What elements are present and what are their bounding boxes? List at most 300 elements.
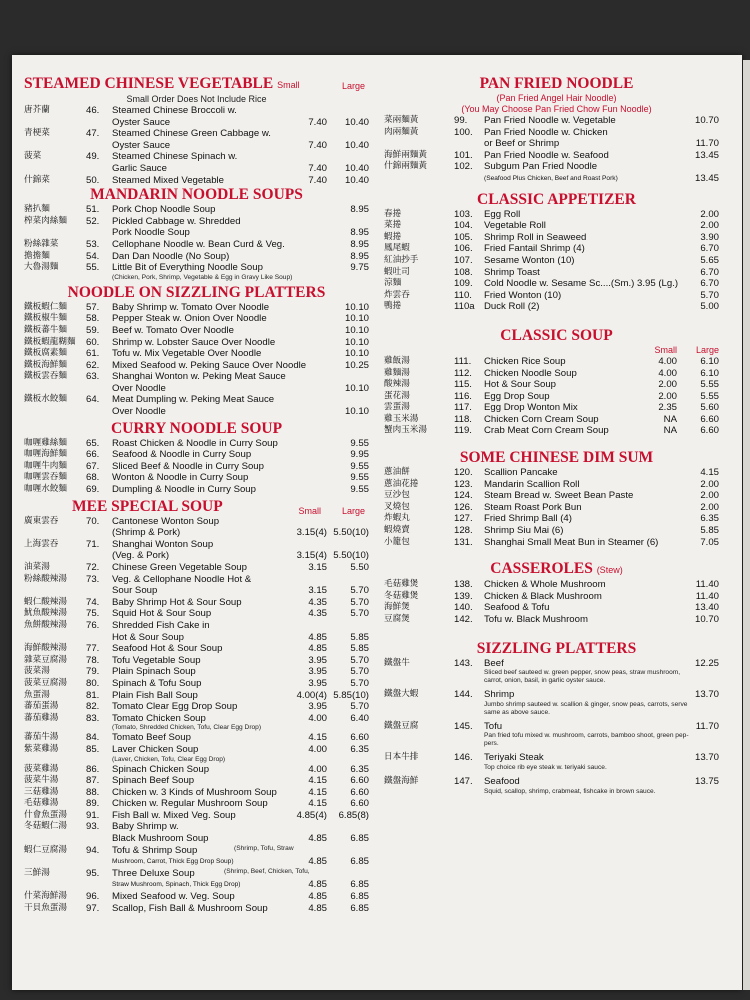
menu-item bbox=[24, 302, 369, 314]
section-sizzling-platters bbox=[384, 640, 729, 800]
item-price-large: 5.85(10) bbox=[333, 689, 369, 701]
item-name: Shredded Fish Cake in bbox=[112, 619, 210, 631]
item-price-small: 4.15 bbox=[308, 732, 327, 744]
item-number: 68. bbox=[86, 472, 100, 484]
section-note: (You May Choose Pan Fried Chow Fun Noodle) bbox=[461, 104, 652, 114]
item-number: 94. bbox=[86, 844, 100, 856]
menu-item bbox=[384, 614, 729, 626]
item-price-small: 2.00 bbox=[658, 390, 677, 402]
menu-item bbox=[384, 490, 729, 502]
section-title: MANDARIN NOODLE SOUPS bbox=[90, 186, 303, 204]
item-price-large: 6.60 bbox=[350, 786, 369, 798]
menu-item bbox=[24, 105, 369, 117]
menu-item bbox=[24, 713, 369, 725]
item-name: Chicken w. Regular Mushroom Soup bbox=[112, 798, 268, 810]
item-number: 118. bbox=[454, 413, 472, 425]
item-price: 13.45 bbox=[694, 172, 719, 184]
item-name: Plain Fish Ball Soup bbox=[112, 689, 198, 701]
item-name: Little Bit of Everything Noodle Soup bbox=[112, 262, 263, 274]
item-name: Steamed Chinese Broccoli w. bbox=[112, 105, 237, 116]
item-chinese-name: 咖喱牛肉麵 bbox=[24, 460, 67, 471]
item-number: 81. bbox=[86, 689, 100, 701]
section-steamed-vegetable bbox=[24, 75, 369, 186]
item-price-large: 11.40 bbox=[695, 579, 719, 591]
item-price-small: 4.85 bbox=[308, 891, 327, 903]
item-chinese-name: 豆沙包 bbox=[384, 490, 410, 501]
menu-item bbox=[24, 128, 369, 140]
item-name: Plain Spinach Soup bbox=[112, 666, 196, 678]
item-name: Shrimp Siu Mai (6) bbox=[484, 525, 564, 537]
item-name: Beef w. Tomato Over Noodle bbox=[112, 324, 234, 336]
item-name: Garlic Sauce bbox=[112, 162, 167, 174]
menu-item bbox=[24, 903, 369, 915]
item-chinese-name: 鳳尾蝦 bbox=[384, 243, 410, 254]
menu-item bbox=[24, 891, 369, 903]
item-chinese-name: 鐵板水餃麵 bbox=[24, 394, 67, 405]
section-title-text: STEAMED CHINESE VEGETABLE bbox=[24, 75, 274, 92]
item-chinese-name: 鴨捲 bbox=[384, 301, 402, 312]
item-number: 117. bbox=[454, 402, 472, 414]
item-name: Oyster Sauce bbox=[112, 139, 171, 151]
item-name: Tomato Beef Soup bbox=[112, 732, 191, 744]
item-price-large: 5.70 bbox=[350, 608, 369, 620]
item-name: Over Noodle bbox=[112, 382, 166, 394]
item-name: Shrimp Roll in Seaweed bbox=[484, 231, 587, 243]
item-name: Pan Fried Noodle w. Vegetable bbox=[484, 115, 616, 126]
item-price-small: 7.40 bbox=[308, 174, 327, 186]
item-price-small: 4.15 bbox=[308, 786, 327, 798]
item-name: Laver Chicken Soup bbox=[112, 743, 199, 755]
item-chinese-name: 鐵板蝦仁麵 bbox=[24, 301, 67, 312]
item-list bbox=[24, 204, 369, 274]
item-price-large: 2.00 bbox=[700, 208, 719, 220]
menu-item bbox=[24, 775, 369, 787]
menu-item bbox=[24, 678, 369, 690]
item-number: 103. bbox=[454, 208, 473, 220]
item-chinese-name: 菠菜湯 bbox=[24, 666, 50, 677]
item-price-large: 9.95 bbox=[350, 449, 369, 461]
item-number: 78. bbox=[86, 654, 100, 666]
item-name: Tofu Vegetable Soup bbox=[112, 654, 201, 666]
item-name: Baby Shrimp Hot & Sour Soup bbox=[112, 596, 242, 608]
section-title: CLASSIC APPETIZER bbox=[477, 190, 636, 208]
item-price-small: 4.85 bbox=[308, 902, 327, 914]
item-chinese-name: 魚餅酸辣湯 bbox=[24, 619, 67, 630]
menu-item bbox=[24, 798, 369, 810]
item-chinese-name: 鐵板蝦龍糊麵 bbox=[24, 336, 76, 347]
section-title bbox=[384, 560, 729, 579]
left-column bbox=[24, 75, 369, 914]
item-name: Chicken Noodle Soup bbox=[484, 367, 577, 379]
menu-item bbox=[24, 516, 369, 528]
menu-item bbox=[384, 721, 729, 733]
menu-item bbox=[24, 117, 369, 129]
item-chinese-name: 鐵板蕃牛麵 bbox=[24, 324, 67, 335]
section-mee-special: MEE SPECIAL SOUP Small Large 廣東雲吞 70. Cantonese Wonton Soup (Shrimp & Pork) 3.15(4) 5.50(10) 上海雲吞 71. Shanghai Wonton Soup (Veg. & Pork) 3.15(4) 5.50(10) 油菜湯 72. Chinese Green Vegetable Soup 3.15 5.50 粉絲酸辣湯 73. Veg. & Cellophane Noodle Hot & Sour Soup 3.15 5.70 蝦仁酸辣湯 74. Baby Shrimp Hot & Sour Soup 4.35 5.70 魷魚酸辣湯 75. Squid Hot & Sour Soup 4.35 5.70 魚餅酸辣湯 76. Shredded Fish Cake in Hot & Sour Soup 4.85 5.85 海鮮酸辣湯 77. Seafood Hot & Sour Soup 4.85 5.85 雜菜豆腐湯 78. Tofu Vegetable Soup 3.95 5.70 菠菜湯 79. Plain Spinach Soup 3.95 5.70 菠菜豆腐湯 80. Spinach & Tofu Soup 3.95 5.70 魚蛋湯 81. Plain Fish Ball Soup 4.00(4) 5.85(10) 蕃茄蛋湯 82. Tomato Clear Egg Drop Soup 3.95 5.70 蕃茄雞湯 83. Tomato Chicken Soup 4.00 6.40 (Tomato, Shredded Chicken, Tofu, Clear Egg Drop) 蕃茄牛湯 84. Tomato Beef Soup 4.15 6.60 紫菜雞湯 85. Laver Chicken Soup 4.00 6.35 (Laver, Chicken, Tofu, Clear Egg Drop) 菠菜雞湯 86. Spinach Chicken Soup 4.00 6.35 菠菜牛湯 87. Spinach Beef Soup 4.15 6.60 三菇雞湯 88. Chicken w. 3 Kinds of Mushroom Soup 4.15 6.60 毛菇雞湯 89. Chicken w. Regular Mushroom Soup 4.15 6.60 什會魚蛋湯 91. Fish Ball w. Mixed Veg. Soup 4.85(4) 6.85(8) 冬菇蝦仁湯 93. Baby Shrimp w. Black Mushroom Soup 4.85 6.85 蝦仁豆腐湯 94. Tofu & Shrimp Soup (Shrimp, Tofu, Straw Mushroom, Carrot, Thick Egg Drop Soup) 4.85 6.85 三鮮湯 95. Three Deluxe Soup (Shrimp, Beef, Chicken, Tofu, Straw Mushroom, Spinach, Thick Egg Drop) 4.85 6.85 什菜海鮮湯 96. Mixed Seafood w. Veg. Soup 4.85 6.85 干貝魚蛋湯 97. Scallop, Fish Ball & Mushroom Soup 4.85 6.85 bbox=[24, 497, 369, 914]
section-noodle-sizzling bbox=[24, 284, 369, 418]
item-price-large: 5.70 bbox=[350, 666, 369, 678]
menu-item bbox=[24, 151, 369, 163]
item-list bbox=[24, 764, 369, 857]
item-chinese-name: 什會魚蛋湯 bbox=[24, 809, 67, 820]
item-price-small: 4.15 bbox=[308, 798, 327, 810]
item-name: Spinach Chicken Soup bbox=[112, 763, 210, 775]
item-number: 59. bbox=[86, 324, 100, 336]
item-name: (Shrimp & Pork) bbox=[112, 527, 181, 539]
item-price-large: 6.85 bbox=[350, 902, 369, 914]
menu-item bbox=[384, 278, 729, 290]
item-name: Shrimp Toast bbox=[484, 266, 540, 278]
item-number: 80. bbox=[86, 677, 100, 689]
menu-item bbox=[24, 371, 369, 383]
item-price-large: 5.55 bbox=[700, 390, 719, 402]
item-price-large: 11.70 bbox=[695, 138, 719, 150]
item-chinese-name: 咖喱海鮮麵 bbox=[24, 449, 67, 460]
item-number: 79. bbox=[86, 666, 100, 678]
item-list bbox=[24, 868, 369, 880]
item-number: 108. bbox=[454, 266, 473, 278]
item-name: Seafood & Tofu bbox=[484, 602, 550, 614]
item-number: 89. bbox=[86, 798, 100, 810]
item-number: 126. bbox=[454, 501, 473, 513]
section-casseroles bbox=[384, 560, 729, 625]
item-price-large: 5.65 bbox=[700, 254, 719, 266]
section-note: (Pan Fried Angel Hair Noodle) bbox=[496, 93, 617, 103]
item-name: Veg. & Cellophane Noodle Hot & bbox=[112, 573, 252, 585]
menu-item bbox=[384, 776, 729, 788]
item-price-large: 5.55 bbox=[700, 379, 719, 391]
item-name: Steamed Chinese Green Cabbage w. bbox=[112, 128, 271, 140]
item-number: 71. bbox=[86, 538, 100, 550]
item-name: Dumpling & Noodle in Curry Soup bbox=[112, 484, 256, 496]
item-price-large: 6.40 bbox=[350, 712, 369, 724]
item-name: Fried Shrimp Ball (4) bbox=[484, 513, 572, 525]
item-price-large: 9.55 bbox=[350, 484, 369, 496]
item-price-large: 11.70 bbox=[695, 720, 719, 732]
menu-item bbox=[24, 239, 369, 251]
item-name: Scallion Pancake bbox=[484, 467, 558, 479]
item-price-large: 8.95 bbox=[350, 204, 369, 216]
item-chinese-name: 鐵板海鮮麵 bbox=[24, 359, 67, 370]
item-chinese-name: 大魯湯麵 bbox=[24, 262, 59, 273]
menu-item bbox=[24, 655, 369, 667]
menu-item bbox=[24, 690, 369, 702]
item-chinese-name: 小籠包 bbox=[384, 536, 410, 547]
item-name: Tofu w. Black Mushroom bbox=[484, 614, 588, 625]
menu-item bbox=[24, 856, 369, 868]
menu-item bbox=[24, 879, 369, 891]
item-price-small: 4.15 bbox=[308, 775, 327, 787]
item-chinese-name: 魚蛋湯 bbox=[24, 689, 50, 700]
item-number: 110a bbox=[454, 301, 475, 313]
menu-item bbox=[24, 227, 369, 239]
item-chinese-name: 什錦兩麵黃 bbox=[384, 161, 427, 172]
item-chinese-name: 蝦捲 bbox=[384, 231, 402, 242]
item-price-large: 8.95 bbox=[350, 227, 369, 239]
item-number: 47. bbox=[86, 128, 100, 140]
menu-item bbox=[384, 379, 729, 391]
item-price-large: 6.70 bbox=[700, 243, 719, 255]
large-label: Large bbox=[695, 344, 719, 355]
item-chinese-name: 鐵盤豆腐 bbox=[384, 720, 419, 731]
item-list bbox=[24, 891, 369, 914]
item-price-large: 8.95 bbox=[350, 238, 369, 250]
item-number: 58. bbox=[86, 313, 100, 325]
menu-item bbox=[384, 525, 729, 537]
item-name: Seafood Hot & Sour Soup bbox=[112, 643, 223, 655]
menu-item bbox=[24, 574, 369, 586]
item-description: (Chicken, Pork, Shrimp, Vegetable & Egg in Gravy Like Soup) bbox=[112, 273, 293, 281]
item-chinese-name: 蝦燒賣 bbox=[384, 525, 410, 536]
item-chinese-name: 冬菇雞煲 bbox=[384, 590, 419, 601]
item-name: Egg Drop Wonton Mix bbox=[484, 402, 578, 414]
menu-item bbox=[384, 402, 729, 414]
item-price-large: 13.75 bbox=[694, 775, 719, 787]
item-chinese-name: 雲蛋湯 bbox=[384, 402, 410, 413]
item-number: 107. bbox=[454, 254, 473, 266]
item-chinese-name: 咖喱雞絲麵 bbox=[24, 437, 67, 448]
item-number: 111. bbox=[454, 355, 472, 367]
item-number: 93. bbox=[86, 821, 100, 833]
item-chinese-name: 蕃茄雞湯 bbox=[24, 712, 59, 723]
item-name: Shanghai Wonton Soup bbox=[112, 538, 214, 550]
item-name: Egg Drop Soup bbox=[484, 390, 550, 402]
item-chinese-name: 榨菜肉絲麵 bbox=[24, 215, 67, 226]
item-chinese-name: 毛菇雞煲 bbox=[384, 579, 419, 590]
item-number: 61. bbox=[86, 348, 100, 360]
item-list bbox=[24, 105, 369, 186]
item-chinese-name: 蔥油花捲 bbox=[384, 478, 419, 489]
item-chinese-name: 鐵盤大蝦 bbox=[384, 689, 419, 700]
item-number: 69. bbox=[86, 484, 100, 496]
item-price-large: 10.25 bbox=[344, 359, 369, 371]
menu-item bbox=[24, 216, 369, 228]
item-number: 88. bbox=[86, 786, 100, 798]
item-number: 64. bbox=[86, 394, 100, 406]
item-name: Fish Ball w. Mixed Veg. Soup bbox=[112, 809, 236, 821]
item-number: 46. bbox=[86, 105, 100, 116]
item-price-small: NA bbox=[663, 413, 677, 425]
item-number: 124. bbox=[454, 490, 473, 502]
item-chinese-name: 油菜湯 bbox=[24, 562, 50, 572]
item-price-large: 9.55 bbox=[350, 472, 369, 484]
item-name: Chicken w. 3 Kinds of Mushroom Soup bbox=[112, 786, 277, 798]
menu-item bbox=[24, 608, 369, 620]
item-price-large: 6.35 bbox=[700, 513, 719, 525]
section-mandarin-noodle bbox=[24, 186, 369, 282]
item-number: 60. bbox=[86, 336, 100, 348]
section-note: Small Order Does Not Include Rice bbox=[126, 94, 267, 104]
item-name: Beef bbox=[484, 657, 504, 669]
item-name: Steamed Mixed Vegetable bbox=[112, 174, 225, 186]
section-title bbox=[24, 75, 369, 94]
item-name: Spinach & Tofu Soup bbox=[112, 677, 202, 689]
item-price-small: 7.40 bbox=[308, 116, 327, 128]
item-name: Wonton & Noodle in Curry Soup bbox=[112, 472, 249, 484]
item-chinese-name: 鐵板雲吞麵 bbox=[24, 371, 67, 382]
item-name: Baby Shrimp w. Tomato Over Noodle bbox=[112, 301, 270, 313]
menu-item bbox=[24, 562, 369, 574]
item-price-small: 3.95 bbox=[308, 654, 327, 666]
menu-item bbox=[24, 461, 369, 473]
item-price-large: 13.70 bbox=[694, 689, 719, 701]
item-description: (Tomato, Shredded Chicken, Tofu, Clear Egg Drop) bbox=[112, 724, 262, 732]
item-price-small: 3.95 bbox=[308, 677, 327, 689]
item-number: 86. bbox=[86, 763, 100, 775]
menu-item bbox=[24, 383, 369, 395]
item-price-large: 6.35 bbox=[350, 743, 369, 755]
item-list bbox=[384, 579, 729, 625]
item-number: 116. bbox=[454, 390, 472, 402]
item-price-large: 6.60 bbox=[350, 732, 369, 744]
item-name: Sliced Beef & Noodle in Curry Soup bbox=[112, 460, 264, 472]
item-chinese-name: 涼麵 bbox=[384, 278, 402, 289]
item-number: 77. bbox=[86, 643, 100, 655]
section-title: CLASSIC SOUP bbox=[500, 326, 613, 344]
item-number: 50. bbox=[86, 174, 100, 186]
item-name: Cantonese Wonton Soup bbox=[112, 515, 220, 527]
item-price-small: 4.00(4) bbox=[296, 689, 327, 701]
item-chinese-name: 干貝魚蛋湯 bbox=[24, 902, 67, 913]
menu-item bbox=[384, 602, 729, 614]
menu-item bbox=[384, 391, 729, 403]
section-title-text: MEE SPECIAL SOUP bbox=[72, 497, 223, 515]
item-price-large: 5.50 bbox=[350, 562, 369, 573]
item-description: Mushroom, Carrot, Thick Egg Drop Soup) bbox=[112, 858, 234, 866]
menu-item bbox=[24, 868, 369, 880]
item-number: 87. bbox=[86, 775, 100, 787]
section-dim-sum bbox=[384, 449, 729, 548]
item-price-large: 5.50(10) bbox=[333, 550, 369, 562]
item-name: Shrimp bbox=[484, 689, 515, 701]
item-name: Tofu w. Mix Vegetable Over Noodle bbox=[112, 348, 262, 360]
item-name: (Veg. & Pork) bbox=[112, 550, 170, 562]
menu-item bbox=[384, 591, 729, 603]
item-name: Hot & Sour Soup bbox=[484, 379, 556, 391]
item-name: Scallop, Fish Ball & Mushroom Soup bbox=[112, 902, 268, 914]
menu-item bbox=[384, 658, 729, 670]
item-name: Chinese Green Vegetable Soup bbox=[112, 562, 247, 573]
item-chinese-name: 毛菇雞湯 bbox=[24, 798, 59, 809]
item-chinese-name: 鐵板椒牛麵 bbox=[24, 313, 67, 324]
item-chinese-name: 菠菜 bbox=[24, 151, 42, 162]
menu-item bbox=[24, 449, 369, 461]
item-name: Hot & Sour Soup bbox=[112, 631, 184, 643]
item-name: Tomato Chicken Soup bbox=[112, 712, 206, 724]
item-number: 83. bbox=[86, 712, 100, 724]
section-classic-soup bbox=[384, 327, 729, 437]
item-chinese-name: 鐵盤牛 bbox=[384, 657, 410, 668]
item-name: Tofu bbox=[484, 720, 503, 732]
item-chinese-name: 菠菜雞湯 bbox=[24, 763, 59, 774]
item-price-large: 8.95 bbox=[350, 250, 369, 262]
menu-item bbox=[384, 220, 729, 232]
item-chinese-name: 海鮮兩麵黃 bbox=[384, 149, 427, 160]
menu-item bbox=[384, 414, 729, 426]
item-number: 54. bbox=[86, 250, 100, 262]
item-list bbox=[384, 209, 729, 313]
item-number: 49. bbox=[86, 151, 100, 163]
item-number: 143. bbox=[454, 657, 473, 669]
item-name: Subgum Pan Fried Noodle bbox=[484, 161, 598, 173]
item-chinese-name: 擔擔麵 bbox=[24, 250, 50, 261]
item-price-small: 4.35 bbox=[308, 608, 327, 620]
item-price-large: 5.70 bbox=[700, 289, 719, 301]
item-name: Cellophane Noodle w. Bean Curd & Veg. bbox=[112, 238, 285, 250]
menu-item bbox=[24, 632, 369, 644]
item-chinese-name: 上海雲吞 bbox=[24, 538, 59, 549]
item-name: Crab Meat Corn Cream Soup bbox=[484, 425, 609, 437]
item-price-large: 13.45 bbox=[694, 149, 719, 161]
item-number: 99. bbox=[454, 115, 468, 126]
item-name: Seafood & Noodle in Curry Soup bbox=[112, 449, 252, 461]
item-description: Sliced beef sauteed w. green pepper, snow peas, straw mushroom, bbox=[484, 669, 681, 677]
item-list bbox=[384, 658, 729, 800]
menu-item bbox=[24, 204, 369, 216]
item-name: Chicken & Black Mushroom bbox=[484, 590, 602, 602]
item-name: Chicken & Whole Mushroom bbox=[484, 579, 606, 591]
item-price-large: 11.40 bbox=[695, 590, 719, 602]
item-number: 120. bbox=[454, 467, 473, 479]
item-chinese-name: 海鮮酸辣湯 bbox=[24, 643, 67, 654]
menu-item bbox=[384, 232, 729, 244]
menu-item bbox=[24, 406, 369, 418]
menu-item bbox=[384, 502, 729, 514]
menu-item bbox=[384, 290, 729, 302]
menu-item bbox=[24, 394, 369, 406]
menu-item bbox=[24, 140, 369, 152]
section-title: SIZZLING PLATTERS bbox=[476, 639, 637, 657]
large-label: Large bbox=[341, 505, 365, 516]
item-chinese-name: 紫菜雞湯 bbox=[24, 743, 59, 754]
item-price-large: 5.70 bbox=[350, 654, 369, 666]
menu-item bbox=[24, 833, 369, 845]
menu-item bbox=[24, 251, 369, 263]
item-list bbox=[384, 356, 729, 437]
item-price-large: 12.25 bbox=[694, 657, 719, 669]
item-chinese-name: 炸雲吞 bbox=[384, 289, 410, 300]
item-chinese-name: 蝦仁酸辣湯 bbox=[24, 596, 67, 607]
menu-item bbox=[24, 472, 369, 484]
item-chinese-name: 咖喱雲吞麵 bbox=[24, 472, 67, 483]
item-name: Mixed Seafood w. Peking Sauce Over Noodle bbox=[112, 359, 307, 371]
item-number: 63. bbox=[86, 371, 100, 383]
item-price-large: 6.70 bbox=[700, 278, 719, 290]
menu-item bbox=[384, 579, 729, 591]
menu-item bbox=[384, 127, 729, 139]
item-price-large: 6.60 bbox=[700, 425, 719, 437]
item-chinese-name: 粉絲雜菜 bbox=[24, 238, 59, 249]
item-list bbox=[384, 115, 729, 173]
item-price-large: 6.35 bbox=[350, 763, 369, 775]
section-title: PAN FRIED NOODLE bbox=[479, 75, 634, 92]
item-number: 109. bbox=[454, 278, 473, 290]
menu-item bbox=[24, 585, 369, 597]
item-chinese-name: 三鮮湯 bbox=[24, 867, 50, 878]
item-price-small: 3.15 bbox=[308, 562, 327, 573]
item-price-large: 10.10 bbox=[344, 313, 369, 325]
item-price-small: NA bbox=[663, 425, 677, 437]
item-name: Chicken Rice Soup bbox=[484, 355, 566, 367]
item-price-large: 6.85 bbox=[350, 856, 369, 868]
item-name: Three Deluxe Soup bbox=[112, 867, 195, 879]
item-number: 142. bbox=[454, 614, 473, 625]
item-number: 140. bbox=[454, 602, 473, 614]
item-name: Teriyaki Steak bbox=[484, 752, 544, 764]
item-chinese-name: 什菜海鮮湯 bbox=[24, 891, 67, 902]
item-price-large: 10.40 bbox=[344, 139, 369, 151]
item-chinese-name: 酸辣湯 bbox=[384, 379, 410, 390]
